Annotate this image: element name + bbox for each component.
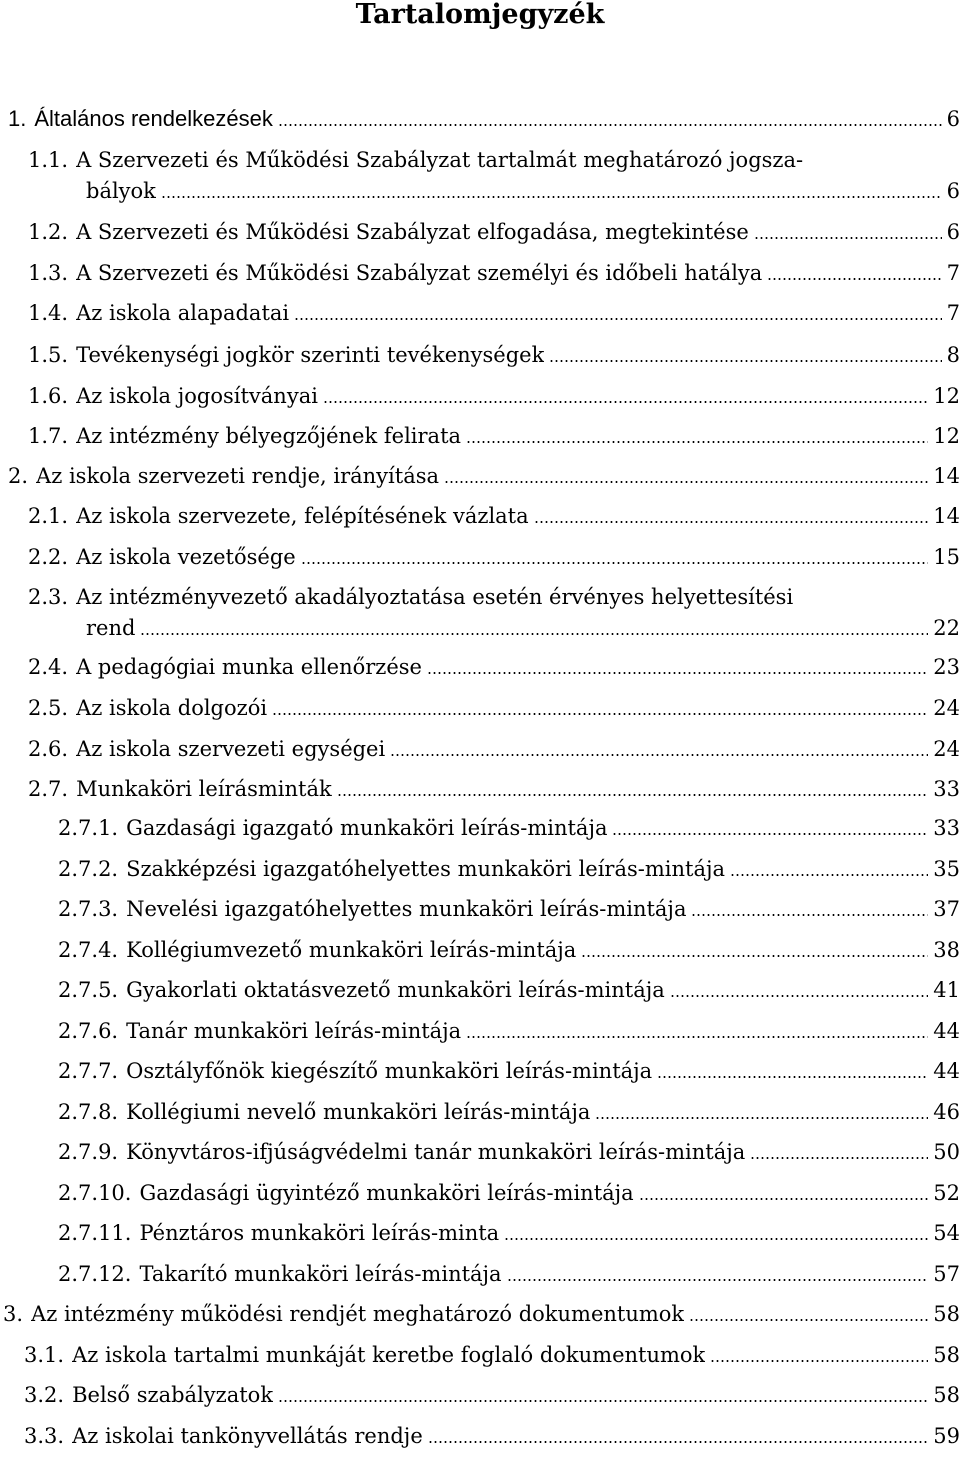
toc-entry-number: 2.7.12. <box>58 1262 132 1286</box>
toc-entry[interactable] <box>28 381 960 411</box>
toc-entry-page: 38 <box>933 938 960 962</box>
toc-entry-number: 1.4. <box>28 301 69 325</box>
toc-entry-page: 6 <box>946 220 960 244</box>
toc-entry[interactable] <box>3 1299 960 1329</box>
toc-entry-number: 3.2. <box>24 1383 65 1407</box>
toc-entry-number: 2.5. <box>28 696 69 720</box>
toc-entry[interactable] <box>58 813 960 843</box>
toc-entry-page: 6 <box>946 179 960 203</box>
toc-entry-page: 44 <box>933 1019 960 1043</box>
toc-entry[interactable] <box>58 1178 960 1208</box>
toc-entry-title: A Szervezeti és Működési Szabályzat személyi és időbeli hatálya <box>76 261 763 285</box>
toc-entry-title: Takarító munkaköri leírás-mintája <box>139 1262 502 1286</box>
dot-leader <box>337 794 929 796</box>
toc-entry-number: 2. <box>8 464 29 488</box>
toc-entry-page: 33 <box>933 777 960 801</box>
toc-entry-number: 2.4. <box>28 655 69 679</box>
dot-leader <box>161 196 942 198</box>
toc-entry[interactable] <box>86 613 960 643</box>
toc-entry-page: 58 <box>933 1343 960 1367</box>
toc-entry-title: Osztályfőnök kiegészítő munkaköri leírás-mintája <box>126 1059 653 1083</box>
toc-entry[interactable] <box>28 217 960 247</box>
dot-leader <box>507 1279 929 1281</box>
toc-entry[interactable] <box>28 734 960 764</box>
toc-entry-number: 2.3. <box>28 585 69 609</box>
toc-entry-title: Szakképzési igazgatóhelyettes munkaköri leírás-mintája <box>126 857 726 881</box>
toc-entry-page: 58 <box>933 1383 960 1407</box>
toc-entry-number: 1.5. <box>28 343 69 367</box>
toc-entry-number: 2.7.2. <box>58 857 119 881</box>
toc-entry-title: rend <box>86 616 136 640</box>
toc-entry-number: 1.1. <box>28 148 69 172</box>
toc-entry-title: Az iskola dolgozói <box>76 696 268 720</box>
toc-entry[interactable] <box>86 176 960 206</box>
toc-entry-number: 2.7.7. <box>58 1059 119 1083</box>
dot-leader <box>549 360 941 362</box>
toc-entry-number: 2.1. <box>28 504 69 528</box>
dot-leader <box>140 633 928 635</box>
toc-entry[interactable] <box>58 1137 960 1167</box>
toc-entry-page: 50 <box>933 1140 960 1164</box>
dot-leader <box>466 1036 928 1038</box>
toc-entry-title: Tanár munkaköri leírás-mintája <box>126 1019 462 1043</box>
toc-entry-page: 44 <box>933 1059 960 1083</box>
dot-leader <box>767 278 941 280</box>
dot-leader <box>466 441 928 443</box>
toc-entry-number: 2.7. <box>28 777 69 801</box>
toc-entry-number: 2.7.3. <box>58 897 119 921</box>
dot-leader <box>301 562 929 564</box>
toc-entry-title: Az intézmény bélyegzőjének felirata <box>76 424 462 448</box>
toc-entry-page: 12 <box>933 384 960 408</box>
dot-leader <box>278 124 942 126</box>
dot-leader <box>750 1157 928 1159</box>
dot-leader <box>427 672 928 674</box>
toc-entry-page: 58 <box>933 1302 960 1326</box>
toc-entry[interactable] <box>58 894 960 924</box>
toc-entry-title: A pedagógiai munka ellenőrzése <box>76 655 422 679</box>
toc-entry-page: 12 <box>933 424 960 448</box>
toc-entry-number: 2.7.5. <box>58 978 119 1002</box>
toc-entry-title: Kollégiumvezető munkaköri leírás-mintája <box>126 938 577 962</box>
toc-entry-title: Munkaköri leírásminták <box>76 777 332 801</box>
toc-entry-title: Tevékenységi jogkör szerinti tevékenységek <box>76 343 545 367</box>
dot-leader <box>581 955 928 957</box>
toc-entry-number: 1.7. <box>28 424 69 448</box>
toc-entry-number: 3.3. <box>24 1424 65 1448</box>
toc-entry-title: Az iskola szervezete, felépítésének vázlata <box>76 504 529 528</box>
toc-entry[interactable] <box>58 1097 960 1127</box>
toc-entry-page: 15 <box>933 545 960 569</box>
toc-entry[interactable] <box>58 975 960 1005</box>
toc-entry-page: 14 <box>933 464 960 488</box>
toc-entry-page: 33 <box>933 816 960 840</box>
toc-entry-page: 54 <box>933 1221 960 1245</box>
toc-entry-title: Gazdasági igazgató munkaköri leírás-mintája <box>126 816 608 840</box>
dot-leader <box>612 833 928 835</box>
toc-entry-page: 6 <box>946 107 960 131</box>
toc-entry-title: Az intézményvezető akadályoztatása esetén érvényes helyettesítési <box>76 585 794 609</box>
dot-leader <box>504 1238 928 1240</box>
dot-leader <box>444 481 928 483</box>
toc-entry[interactable] <box>28 145 960 175</box>
dot-leader <box>428 1441 929 1443</box>
dot-leader <box>323 401 928 403</box>
dot-leader <box>639 1198 929 1200</box>
toc-entry-title: Könyvtáros-ifjúságvédelmi tanár munkaköri leírás-mintája <box>126 1140 746 1164</box>
toc-entry-title: Gyakorlati oktatásvezető munkaköri leírás-mintája <box>126 978 665 1002</box>
toc-entry[interactable] <box>28 542 960 572</box>
toc-entry-title: Kollégiumi nevelő munkaköri leírás-mintája <box>126 1100 591 1124</box>
toc-entry[interactable] <box>28 693 960 723</box>
dot-leader <box>534 521 929 523</box>
toc-entry-number: 1.2. <box>28 220 69 244</box>
toc-entry-page: 7 <box>946 301 960 325</box>
toc-entry[interactable] <box>24 1421 960 1451</box>
toc-entry-number: 1. <box>8 106 27 131</box>
toc-entry[interactable] <box>24 1380 960 1410</box>
toc-entry-page: 24 <box>933 737 960 761</box>
toc-entry-number: 2.7.6. <box>58 1019 119 1043</box>
toc-entry[interactable] <box>28 298 960 328</box>
toc-entry-title: A Szervezeti és Működési Szabályzat elfogadása, megtekintése <box>76 220 749 244</box>
toc-entry[interactable] <box>28 258 960 288</box>
toc-entry-title: Belső szabályzatok <box>72 1383 274 1407</box>
toc-entry-page: 57 <box>933 1262 960 1286</box>
toc-entry[interactable] <box>24 1340 960 1370</box>
toc-entry-number: 2.6. <box>28 737 69 761</box>
toc-entry-page: 23 <box>933 655 960 679</box>
toc-entry-page: 52 <box>933 1181 960 1205</box>
toc-entry-page: 7 <box>946 261 960 285</box>
toc-entry-title: Pénztáros munkaköri leírás-minta <box>139 1221 500 1245</box>
toc-entry-title: Gazdasági ügyintéző munkaköri leírás-mintája <box>139 1181 634 1205</box>
toc-entry-page: 46 <box>933 1100 960 1124</box>
toc-entry-page: 41 <box>933 978 960 1002</box>
dot-leader <box>278 1400 928 1402</box>
toc-entry[interactable] <box>28 582 960 612</box>
toc-entry[interactable] <box>58 1056 960 1086</box>
toc-entry[interactable] <box>28 340 960 370</box>
toc-entry-page: 59 <box>933 1424 960 1448</box>
toc-entry[interactable] <box>58 935 960 965</box>
toc-entry-title: Az iskola jogosítványai <box>76 384 318 408</box>
dot-leader <box>730 874 928 876</box>
toc-entry-number: 2.7.10. <box>58 1181 132 1205</box>
toc-entry-page: 22 <box>933 616 960 640</box>
toc-entry-title: Az iskola szervezeti egységei <box>76 737 386 761</box>
toc-entry-number: 1.6. <box>28 384 69 408</box>
toc-entry-number: 2.7.8. <box>58 1100 119 1124</box>
toc-entry[interactable] <box>8 104 960 134</box>
toc-entry-title: Az iskolai tankönyvellátás rendje <box>72 1424 423 1448</box>
dot-leader <box>754 237 942 239</box>
dot-leader <box>691 914 928 916</box>
toc-entry[interactable] <box>28 652 960 682</box>
toc-entry-page: 35 <box>933 857 960 881</box>
toc-entry-number: 2.7.1. <box>58 816 119 840</box>
toc-entry-page: 37 <box>933 897 960 921</box>
toc-entry-number: 3. <box>3 1302 24 1326</box>
toc-entry[interactable] <box>58 1218 960 1248</box>
dot-leader <box>657 1076 928 1078</box>
toc-entry-page: 8 <box>946 343 960 367</box>
dot-leader <box>670 995 928 997</box>
toc-entry[interactable] <box>28 501 960 531</box>
toc-entry-title: Az iskola alapadatai <box>76 301 290 325</box>
toc-entry[interactable] <box>58 1259 960 1289</box>
toc-entry-page: 24 <box>933 696 960 720</box>
toc-entry[interactable] <box>28 774 960 804</box>
toc-entry-title: Az iskola szervezeti rendje, irányítása <box>36 464 440 488</box>
dot-leader <box>710 1360 928 1362</box>
toc-entry-title: Az intézmény működési rendjét meghatározó dokumentumok <box>31 1302 685 1326</box>
toc-entry-number: 2.7.11. <box>58 1221 132 1245</box>
toc-entry-number: 1.3. <box>28 261 69 285</box>
toc-entry[interactable] <box>28 421 960 451</box>
toc-entry-title: Az iskola vezetősége <box>76 545 296 569</box>
toc-entry-number: 2.7.4. <box>58 938 119 962</box>
dot-leader <box>294 318 942 320</box>
toc-entry-number: 2.2. <box>28 545 69 569</box>
dot-leader <box>595 1117 928 1119</box>
toc-entry[interactable] <box>58 854 960 884</box>
toc-entry-page: 14 <box>933 504 960 528</box>
toc-entry-title: bályok <box>86 179 156 203</box>
toc-entry-number: 3.1. <box>24 1343 65 1367</box>
toc-entry-number: 2.7.9. <box>58 1140 119 1164</box>
page-title: Tartalomjegyzék <box>355 0 605 30</box>
toc-entry[interactable] <box>8 461 960 491</box>
toc-entry-title: Általános rendelkezések <box>34 106 273 131</box>
dot-leader <box>390 754 928 756</box>
dot-leader <box>272 713 928 715</box>
toc-entry[interactable] <box>58 1016 960 1046</box>
toc-entry-title: A Szervezeti és Működési Szabályzat tartalmát meghatározó jogsza- <box>76 148 804 172</box>
toc-entry-title: Az iskola tartalmi munkáját keretbe foglaló dokumentumok <box>72 1343 706 1367</box>
toc-entry-title: Nevelési igazgatóhelyettes munkaköri leírás-mintája <box>126 897 687 921</box>
dot-leader <box>689 1319 928 1321</box>
